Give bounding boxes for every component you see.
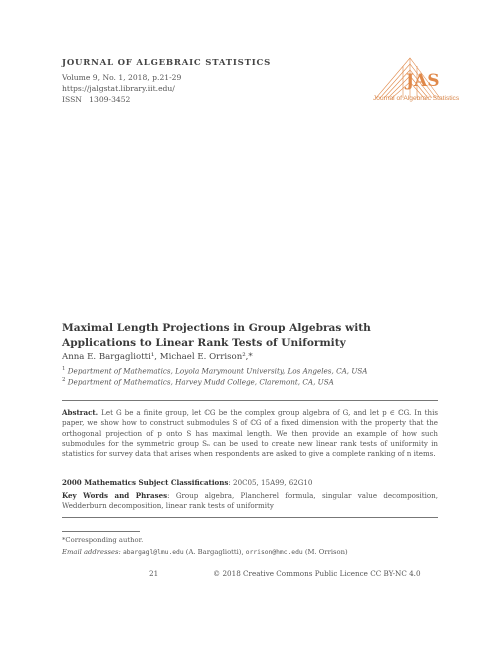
issn-line [62, 94, 181, 105]
email-footnote [62, 548, 348, 556]
abstract [62, 408, 438, 459]
keywords-text: : Group algebra, Plancherel formula, singular value decomposition, Wedderburn decomposition, linear rank tests of uniformity [62, 491, 438, 511]
keywords [62, 491, 438, 512]
divider-bottom [62, 517, 438, 518]
paper-title: Maximal Length Projections in Group Algebras with Applications to Linear Rank Tests of Uniformity [62, 322, 371, 349]
abstract-label: Abstract. [62, 408, 99, 417]
affiliation-1-mark: 1 [62, 366, 66, 372]
msc-text: : 20C05, 15A99, 62G10 [228, 478, 313, 487]
email-label: Email addresses: [62, 548, 121, 556]
volume-line: Volume 9, No. 1, 2018, p.21-29 [62, 73, 182, 82]
footnote-rule [62, 531, 140, 532]
abstract-text: Let G be a finite group, let ℂG be the complex group algebra of G, and let p ∈ ℂG. In this paper, we show how to construct submodules S of ℂG of a fixed dimension with the property that the orthogonal projection of p onto S has maximal length. We then provide an example of how such submodules for the symmetric group Sₙ can be used to create new linear rank tests of uniformity in statistics for survey data that arises when respondents are asked to give a complete ranking of n items. [62, 408, 438, 459]
journal-url[interactable]: https://jalgstat.library.iit.edu/ [62, 84, 175, 93]
affiliation-1-text: Department of Mathematics, Loyola Marymount University, Los Angeles, CA, USA [67, 366, 368, 376]
logo-caption: Journal of Algebraic Statistics [373, 95, 460, 102]
affiliation-2-text: Department of Mathematics, Harvey Mudd College, Claremont, CA, USA [67, 377, 334, 387]
keywords-label: Key Words and Phrases [62, 491, 168, 500]
email-link-1[interactable]: abargagl@lmu.edu [122, 549, 184, 556]
divider-top [62, 400, 438, 401]
msc-label: 2000 Mathematics Subject Classifications [62, 478, 229, 487]
issn-value: 1309-3452 [89, 95, 131, 104]
page-number: 21 [149, 569, 159, 578]
journal-name: JOURNAL OF ALGEBRAIC STATISTICS [62, 58, 272, 68]
msc-line [62, 478, 438, 488]
email-2-name: (M. Orrison) [304, 548, 348, 556]
corresponding-footnote: *Corresponding author. [62, 536, 144, 544]
issn-label: ISSN [62, 95, 82, 104]
affiliation-1 [62, 366, 368, 375]
logo-text: JAS [406, 71, 440, 91]
authors: Anna E. Bargagliotti¹, Michael E. Orrison²,* [62, 352, 253, 362]
license-line: © 2018 Creative Commons Public Licence CC BY-NC 4.0 [213, 569, 421, 578]
email-link-2[interactable]: orrison@hmc.edu [245, 549, 303, 556]
affiliation-2 [62, 377, 334, 386]
journal-meta [62, 72, 181, 105]
email-1-name: (A. Bargagliotti), [185, 548, 244, 556]
affiliation-2-mark: 2 [62, 377, 66, 383]
